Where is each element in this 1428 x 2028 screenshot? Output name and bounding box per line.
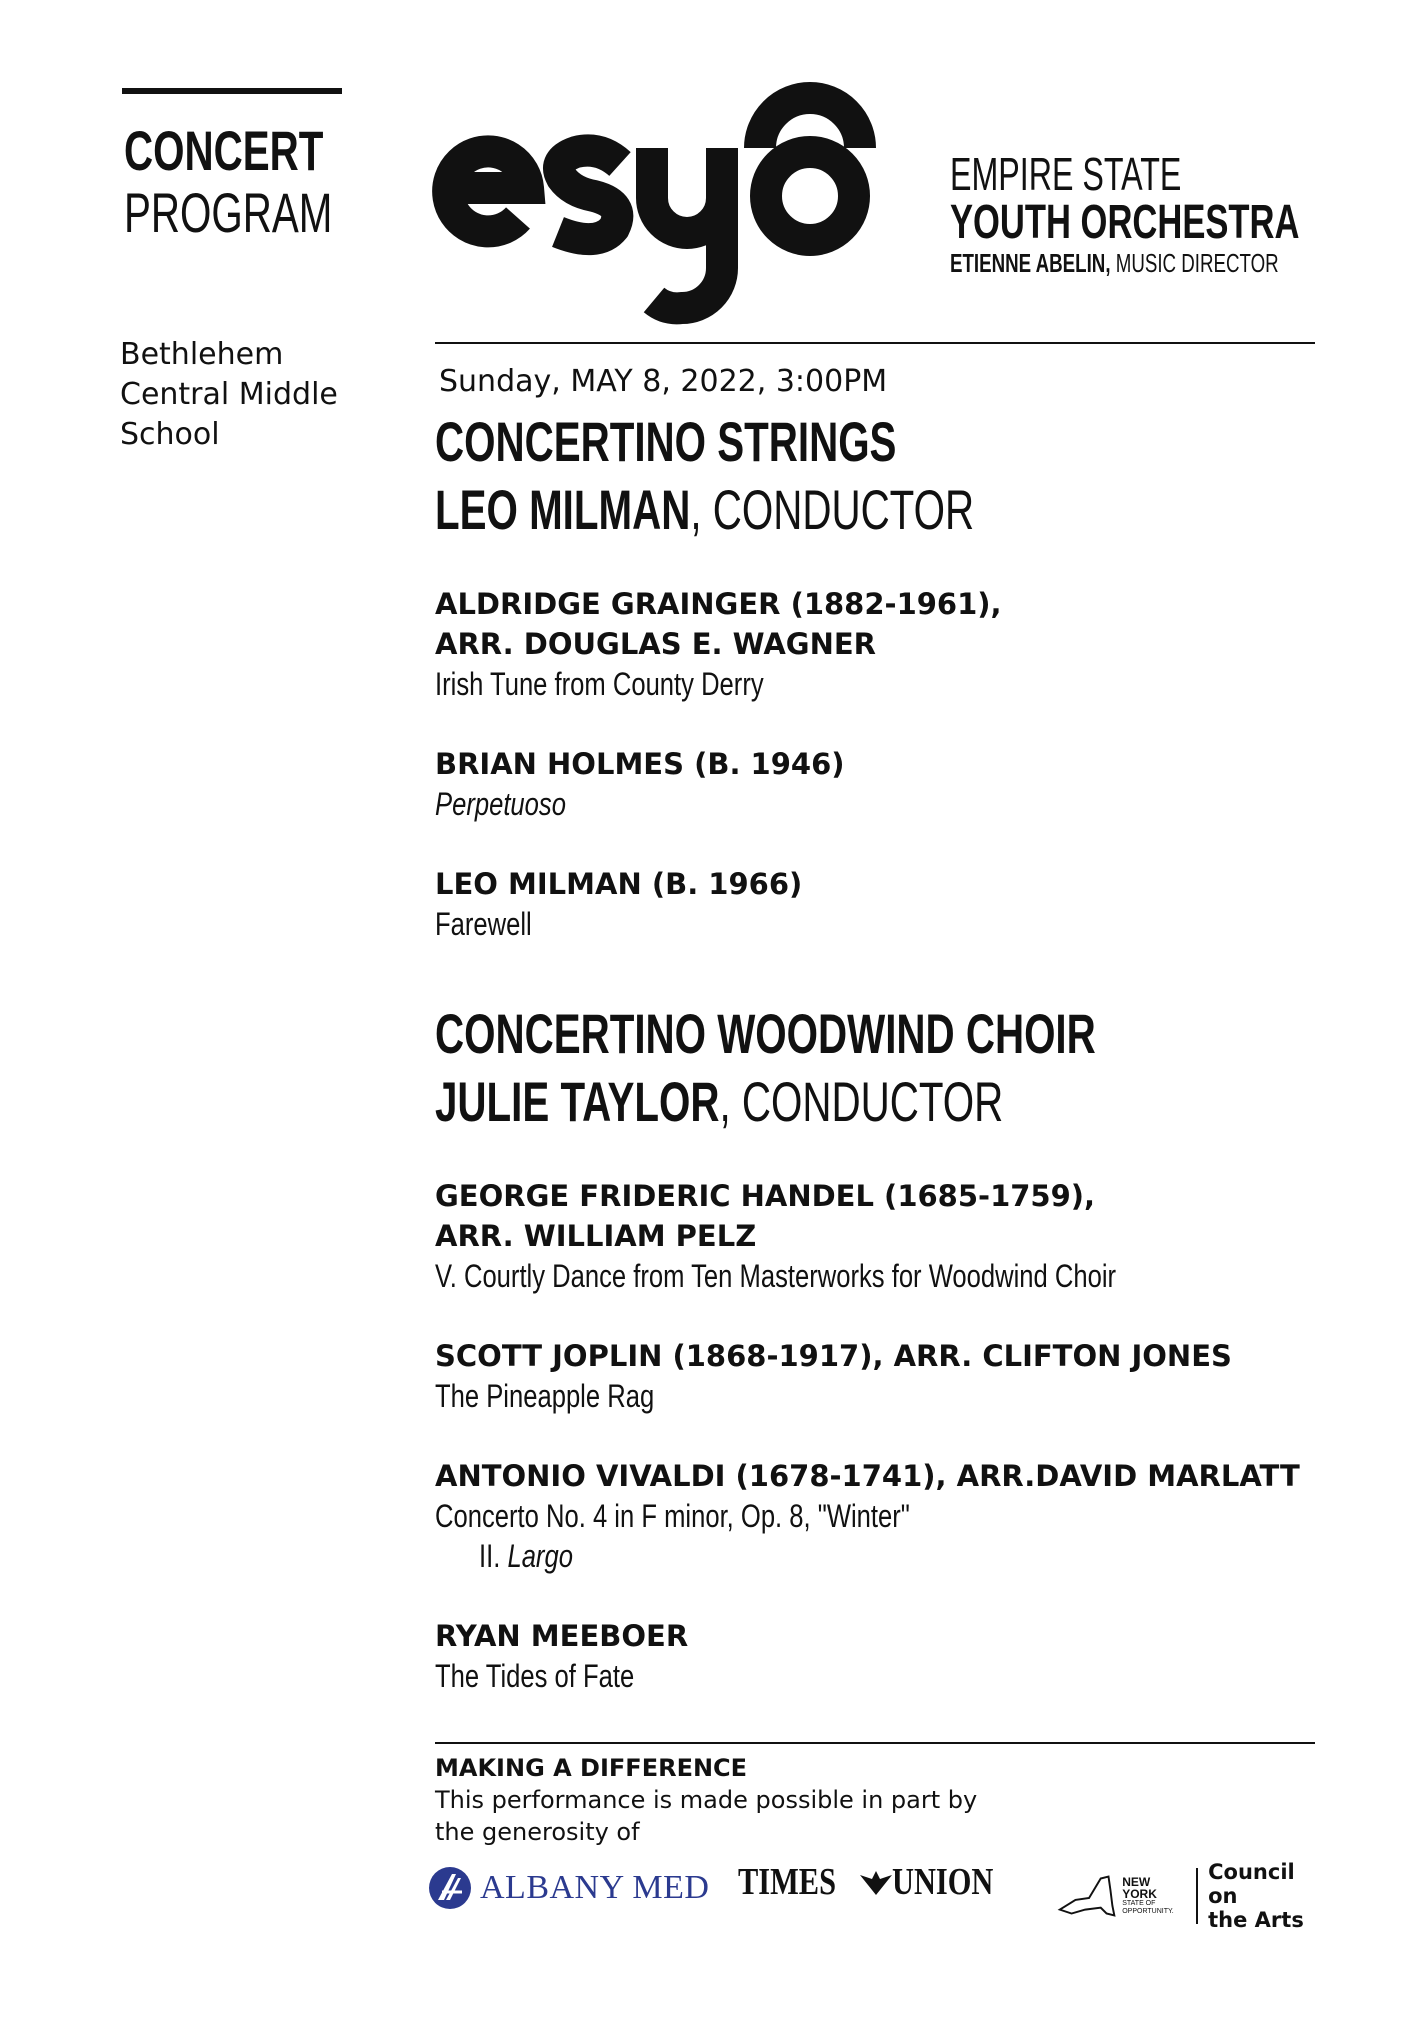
venue-line: Bethlehem bbox=[120, 337, 284, 372]
ensemble-name: CONCERTINO WOODWIND CHOIR bbox=[435, 1002, 1096, 1065]
concert-program-heading bbox=[124, 120, 413, 244]
footer-line: This performance is made possible in part by bbox=[435, 1786, 978, 1814]
ensemble-conductor bbox=[435, 476, 974, 544]
conductor-name: JULIE TAYLOR bbox=[435, 1070, 720, 1133]
nysca-logo bbox=[1056, 1860, 1328, 1932]
footer-heading: MAKING A DIFFERENCE bbox=[435, 1754, 748, 1782]
footer-rule bbox=[435, 1742, 1315, 1744]
composer: LEO MILMAN (B. 1966) bbox=[435, 867, 803, 901]
orchestra-name bbox=[950, 150, 1428, 278]
ensemble-name: CONCERTINO STRINGS bbox=[435, 410, 897, 473]
program-label: PROGRAM bbox=[124, 181, 333, 244]
piece bbox=[435, 1456, 1335, 1576]
top-left-rule bbox=[122, 88, 342, 94]
times-union-logo bbox=[738, 1860, 1019, 1904]
piece bbox=[435, 584, 1335, 704]
albany-med-logo bbox=[428, 1866, 709, 1910]
eagle-icon bbox=[858, 1865, 894, 1899]
piece-title: The Tides of Fate bbox=[435, 1658, 635, 1694]
composer: RYAN MEEBOER bbox=[435, 1619, 689, 1653]
concert-date: Sunday, MAY 8, 2022, 3:00PM bbox=[439, 364, 888, 399]
venue-line: School bbox=[120, 417, 220, 452]
union-text: UNION bbox=[892, 1861, 994, 1903]
piece-movement: II. Largo bbox=[479, 1538, 573, 1574]
council-on-the-arts: Council on the Arts bbox=[1208, 1860, 1304, 1932]
arranger: ARR. WILLIAM PELZ bbox=[435, 1219, 757, 1253]
piece bbox=[435, 864, 1335, 944]
piece-title: Irish Tune from County Derry bbox=[435, 666, 764, 702]
orchestra-line-1: EMPIRE STATE bbox=[950, 148, 1182, 200]
piece-title: Perpetuoso bbox=[435, 786, 566, 822]
piece bbox=[435, 744, 1335, 824]
piece bbox=[435, 1176, 1335, 1296]
piece-title: Farewell bbox=[435, 906, 532, 942]
piece-title: Concerto No. 4 in F minor, Op. 8, "Winter" bbox=[435, 1498, 910, 1534]
arranger: ARR. DOUGLAS E. WAGNER bbox=[435, 627, 877, 661]
composer: ANTONIO VIVALDI (1678-1741), ARR.DAVID MARLATT bbox=[435, 1459, 1300, 1493]
logo-divider bbox=[1196, 1868, 1198, 1924]
composer: SCOTT JOPLIN (1868-1917), ARR. CLIFTON JONES bbox=[435, 1339, 1232, 1373]
albany-med-icon bbox=[428, 1866, 472, 1910]
ny-state-text: NEW YORK STATE OF OPPORTUNITY. bbox=[1122, 1875, 1174, 1915]
program-content bbox=[435, 362, 1335, 1696]
footer bbox=[435, 1752, 1315, 1848]
venue bbox=[120, 335, 338, 455]
new-york-state-icon bbox=[1056, 1870, 1118, 1922]
ensemble-conductor bbox=[435, 1068, 1003, 1136]
composer: BRIAN HOLMES (B. 1946) bbox=[435, 747, 845, 781]
ensemble-strings bbox=[435, 408, 1335, 544]
music-director bbox=[950, 248, 1279, 278]
times-text: TIMES bbox=[738, 1861, 836, 1903]
conductor-name: LEO MILMAN bbox=[435, 478, 691, 541]
concert-label: CONCERT bbox=[124, 119, 324, 182]
sponsor-logos bbox=[428, 1860, 1328, 1932]
albany-med-text: ALBANY MED bbox=[480, 1869, 710, 1906]
composer: GEORGE FRIDERIC HANDEL (1685-1759), bbox=[435, 1179, 1096, 1213]
venue-line: Central Middle bbox=[120, 377, 338, 412]
conductor-suffix: , CONDUCTOR bbox=[690, 478, 975, 541]
header-rule bbox=[435, 342, 1315, 344]
piece-title: V. Courtly Dance from Ten Masterworks for Woodwind Choir bbox=[435, 1258, 1117, 1294]
composer: ALDRIDGE GRAINGER (1882-1961), bbox=[435, 587, 1002, 621]
piece bbox=[435, 1336, 1335, 1416]
piece bbox=[435, 1616, 1335, 1696]
piece-title: The Pineapple Rag bbox=[435, 1378, 655, 1414]
ensemble-woodwind bbox=[435, 1000, 1335, 1136]
orchestra-line-2: YOUTH ORCHESTRA bbox=[950, 196, 1300, 249]
footer-line: the generosity of bbox=[435, 1818, 640, 1846]
director-role: MUSIC DIRECTOR bbox=[1110, 248, 1279, 278]
esyo-logo bbox=[430, 78, 930, 348]
conductor-suffix: , CONDUCTOR bbox=[719, 1070, 1004, 1133]
director-name: ETIENNE ABELIN, bbox=[950, 248, 1111, 278]
